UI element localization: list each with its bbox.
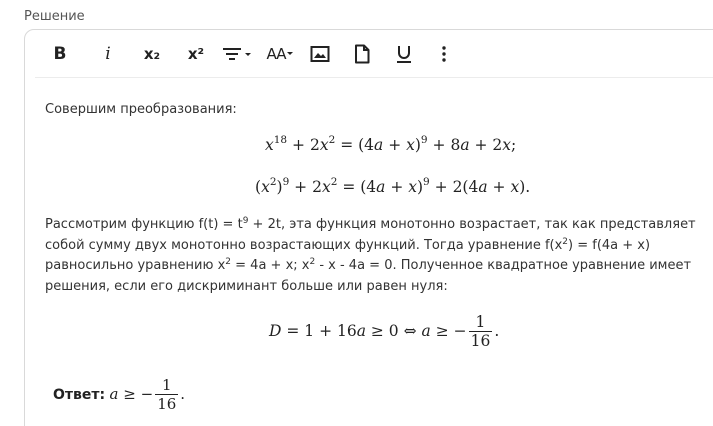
more-vertical-icon bbox=[441, 45, 447, 63]
intro-text: Совершим преобразования: bbox=[45, 102, 237, 117]
subscript-icon: x₂ bbox=[143, 45, 161, 63]
paragraph-line-4: решения, если его дискриминант больше или равен нуля: bbox=[45, 278, 448, 294]
chevron-down-icon bbox=[285, 46, 295, 62]
fraction: $\frac{1}{16}$ bbox=[470, 313, 491, 350]
font-size-dropdown-button[interactable] bbox=[264, 40, 298, 68]
align-icon bbox=[222, 46, 254, 62]
equation-1: $x^{18} + 2x^2 = (4a + x)^9 + 8a + 2x$; bbox=[265, 134, 517, 154]
image-icon bbox=[310, 45, 330, 63]
italic-button[interactable] bbox=[97, 40, 119, 68]
font-size-icon: AA bbox=[266, 45, 286, 63]
file-icon bbox=[354, 44, 370, 64]
insert-file-button[interactable] bbox=[352, 40, 372, 68]
superscript-button[interactable] bbox=[183, 40, 209, 68]
answer-label: Ответ: bbox=[53, 387, 106, 403]
underline-icon bbox=[396, 44, 412, 64]
more-options-button[interactable] bbox=[437, 40, 451, 68]
paragraph-line-2: собой сумму двух монотонно возрастающих функций. Тогда уравнение $f(x^2) = f(4a + x)$ bbox=[45, 236, 651, 253]
bold-icon: B bbox=[53, 44, 67, 64]
equation-2: $(x^2)^9 + 2x^2 = (4a + x)^9 + 2(4a + x)$. bbox=[255, 176, 531, 196]
rich-text-editor[interactable] bbox=[24, 29, 713, 426]
equation-3: D = 1 + 16a ≥ 0 ⇔ a ≥ − $\frac{1}{16}$ . bbox=[269, 313, 500, 350]
underline-button[interactable] bbox=[394, 40, 414, 68]
editor-toolbar bbox=[35, 30, 713, 78]
insert-image-button[interactable] bbox=[308, 40, 332, 68]
paragraph-line-1: Рассмотрим функцию $f(t) = t^9 + 2t$, эта функция монотонно возрастает, так как представляет bbox=[45, 216, 696, 232]
answer-fraction: $\frac{1}{16}$ bbox=[157, 376, 177, 413]
align-dropdown-button[interactable] bbox=[221, 40, 255, 68]
superscript-icon: x² bbox=[187, 45, 205, 63]
italic-icon: i bbox=[105, 44, 111, 64]
paragraph-line-3: равносильно уравнению $x^2 = 4a + x$; $x^2 - x - 4a = 0$. Полученное квадратное уравнение имеет bbox=[45, 257, 692, 273]
chevron-down-icon bbox=[245, 53, 251, 56]
bold-button[interactable] bbox=[49, 40, 71, 68]
field-label: Решение bbox=[24, 9, 85, 24]
answer-line: Ответ: a ≥ − $\frac{1}{16}$ . bbox=[53, 376, 186, 413]
subscript-button[interactable] bbox=[139, 40, 165, 68]
